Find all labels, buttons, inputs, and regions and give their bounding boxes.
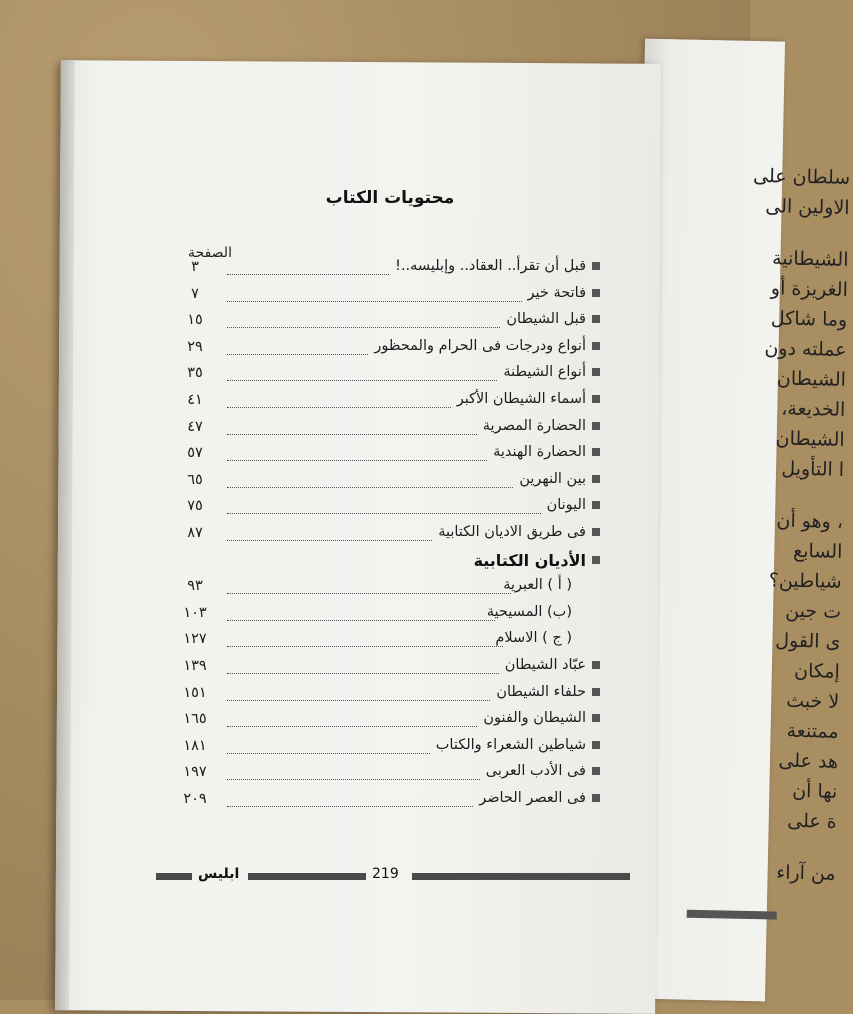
toc-entry-label	[519, 471, 600, 487]
right-page-line: ة على	[787, 809, 837, 833]
leader-dots	[227, 460, 487, 461]
toc-entry	[165, 418, 600, 442]
toc-entry	[165, 258, 600, 282]
toc-entry-page: ١٢٧	[183, 631, 207, 648]
toc-entry-page: ٩٣	[187, 578, 203, 595]
toc-entry	[165, 684, 600, 708]
toc-entry-page: ٧٥	[187, 498, 203, 515]
right-page-line: الشيطان	[776, 367, 847, 391]
right-page-line: ت جين	[785, 599, 842, 623]
bullet-icon	[592, 395, 600, 403]
toc-entry-page: ٣	[191, 259, 199, 275]
leader-dots	[227, 434, 477, 435]
right-page-line: نها أن	[792, 779, 838, 803]
bullet-icon	[592, 528, 600, 536]
toc-entry-page: ١٥١	[183, 684, 207, 701]
bullet-icon	[592, 556, 600, 564]
toc-entry-label	[495, 630, 586, 646]
toc-entry-page: ٦٥	[187, 471, 203, 488]
toc-entry-page: ٧	[191, 285, 199, 302]
leader-dots	[227, 274, 389, 275]
leader-dots	[227, 540, 432, 541]
toc-entry-text: الحضارة المصرية	[482, 417, 586, 434]
toc-entry-text: شياطين الشعراء والكتاب	[435, 736, 586, 753]
toc-entry-label	[436, 737, 600, 753]
right-page-line: وما شاكل	[770, 307, 848, 331]
leader-dots	[227, 620, 495, 621]
toc-entry-label	[438, 524, 600, 540]
toc-entry	[165, 577, 600, 601]
toc-entry-label	[506, 311, 600, 327]
right-page-line: الاولين الى	[765, 195, 850, 219]
bullet-icon	[592, 368, 600, 376]
toc-entry	[165, 763, 600, 787]
bullet-icon	[592, 315, 600, 323]
bullet-icon	[578, 581, 586, 589]
bullet-icon	[592, 661, 600, 669]
toc-entry-label	[483, 418, 600, 434]
toc-entry-label	[483, 710, 600, 726]
right-page-line: عملته دون	[764, 337, 847, 361]
bullet-icon	[592, 501, 600, 509]
toc-entry	[165, 551, 600, 575]
bullet-icon	[592, 262, 600, 270]
toc-entry-label	[486, 763, 600, 779]
leader-dots	[227, 806, 473, 807]
page-column-header: الصفحة	[188, 245, 232, 261]
toc-entry-label	[457, 391, 600, 407]
toc-entry-text: بين النهرين	[519, 470, 586, 487]
bullet-icon	[592, 422, 600, 430]
bullet-icon	[592, 767, 600, 775]
toc-entry	[165, 604, 600, 628]
right-page-line: السابع	[792, 539, 843, 563]
footer-book-name: ابليس	[198, 866, 240, 882]
toc-entry-page: ٢٩	[187, 338, 203, 355]
leader-dots	[227, 673, 499, 674]
toc-entry-text: فى العصر الحاضر	[479, 790, 586, 806]
leader-dots	[227, 753, 430, 754]
bullet-icon	[592, 688, 600, 696]
toc-entry-label	[505, 657, 600, 673]
bullet-icon	[592, 342, 600, 350]
toc-entry-text: أنواع ودرجات فى الحرام والمحظور	[374, 337, 586, 354]
toc-entry-text: الشيطان والفنون	[483, 710, 586, 727]
toc-entry-text: ( ج ) الاسلام	[495, 630, 572, 647]
right-page-line: شياطين؟	[768, 569, 842, 593]
leader-dots	[227, 380, 497, 381]
leader-dots	[227, 593, 511, 594]
right-page-line: ا التأويل	[781, 457, 845, 481]
toc-entry-text: ( أ ) العبرية	[503, 577, 572, 594]
toc-entry-page: ٣٥	[187, 365, 203, 382]
toc-entry	[165, 444, 600, 468]
leader-dots	[227, 354, 368, 355]
toc-entry	[165, 657, 600, 681]
toc-entry-page: ٢٠٩	[183, 791, 207, 807]
leader-dots	[227, 301, 522, 302]
right-page-line: ى القول	[775, 629, 841, 653]
bullet-icon	[578, 634, 586, 642]
bullet-icon	[592, 741, 600, 749]
toc-entry	[165, 311, 600, 335]
leader-dots	[227, 700, 490, 701]
footer-bar-middle	[248, 873, 366, 880]
toc-entry	[165, 471, 600, 495]
toc-entry-text: أنواع الشيطنة	[503, 364, 586, 381]
bullet-icon	[592, 714, 600, 722]
toc-entry-label	[547, 497, 600, 513]
toc-entry-label	[528, 285, 600, 301]
toc-entry-page: ١٦٥	[183, 711, 207, 728]
leader-dots	[227, 513, 541, 514]
toc-entry-text: عبّاد الشيطان	[504, 657, 586, 673]
toc-entry-label	[503, 364, 600, 380]
bullet-icon	[578, 608, 586, 616]
toc-entry-label	[479, 790, 600, 806]
right-page-line: هد على	[778, 749, 839, 773]
toc-entry-label	[487, 604, 586, 620]
toc-entry-label	[496, 684, 600, 700]
footer-page-number: 219	[372, 866, 399, 882]
toc-entry-label	[374, 338, 600, 354]
right-page-line: لا خبث	[785, 689, 840, 713]
toc-entry-text: اليونان	[546, 497, 586, 514]
right-page-text	[635, 159, 850, 889]
toc-entry-label	[474, 551, 600, 570]
leader-dots	[227, 327, 500, 328]
toc-entry	[165, 497, 600, 521]
toc-entry-page: ٤٧	[187, 418, 203, 435]
toc-entry-page: ١٥	[187, 312, 203, 329]
toc-entry	[165, 524, 600, 548]
right-page-line: إمكان	[793, 659, 841, 683]
toc-entry	[165, 737, 600, 761]
leader-dots	[227, 779, 480, 780]
right-page-line: سلطان على	[752, 164, 851, 189]
toc-entry-text: فاتحة خير	[527, 284, 586, 301]
toc-entry	[165, 285, 600, 309]
bullet-icon	[592, 475, 600, 483]
toc-entry	[165, 630, 600, 654]
right-page-line: الخديعة،	[781, 397, 846, 421]
toc-entry-text: قبل الشيطان	[506, 311, 586, 328]
bullet-icon	[592, 448, 600, 456]
leader-dots	[227, 487, 513, 488]
toc-entry	[165, 790, 600, 814]
toc-entry-page: ١٣٩	[183, 658, 207, 674]
right-page-line: الغريزة أو	[770, 277, 849, 301]
toc-entry-text: الأديان الكتابية	[473, 550, 586, 570]
toc-entry	[165, 364, 600, 388]
right-page-footer-bar	[687, 910, 777, 920]
toc-entry-label	[395, 258, 600, 274]
right-page-line: ممتنعة	[786, 719, 839, 743]
toc-entry-text: قبل أن تقرأ.. العقاد.. وإبليسه..!	[395, 258, 586, 274]
page-title: محتويات الكتاب	[325, 188, 455, 208]
bullet-icon	[592, 794, 600, 802]
right-page-line: الشيطانية	[771, 247, 849, 271]
toc-entry-label	[493, 444, 600, 460]
footer-bar-right	[412, 873, 630, 880]
toc-entry-text: أسماء الشيطان الأكبر	[456, 391, 586, 407]
toc-entry-label	[503, 577, 586, 593]
toc-entry-page: ٤١	[187, 392, 203, 408]
toc-entry-text: (ب) المسيحية	[486, 603, 572, 620]
bullet-icon	[592, 289, 600, 297]
right-page-line: الشيطان	[775, 427, 845, 451]
leader-dots	[227, 726, 477, 727]
right-page-line: ، وهو أن	[776, 509, 844, 533]
toc-entry-page: ١٠٣	[183, 604, 207, 621]
toc-entry-text: فى الأدب العربى	[485, 763, 586, 780]
leader-dots	[227, 407, 451, 408]
toc-entry-text: الحضارة الهندية	[493, 444, 586, 461]
toc-entry-text: فى طريق الاديان الكتابية	[438, 524, 586, 540]
toc-entry-page: ١٩٧	[183, 764, 207, 781]
toc-entry-page: ٨٧	[187, 525, 203, 541]
toc-entry-page: ١٨١	[183, 737, 207, 754]
toc-entry	[165, 338, 600, 362]
toc-entry	[165, 710, 600, 734]
right-page-line: من آراء	[776, 861, 836, 885]
toc-entry	[165, 391, 600, 415]
footer-bar-left	[156, 873, 192, 880]
toc-entry-text: حلفاء الشيطان	[496, 683, 586, 700]
leader-dots	[227, 646, 503, 647]
toc-entry-page: ٥٧	[187, 445, 203, 462]
